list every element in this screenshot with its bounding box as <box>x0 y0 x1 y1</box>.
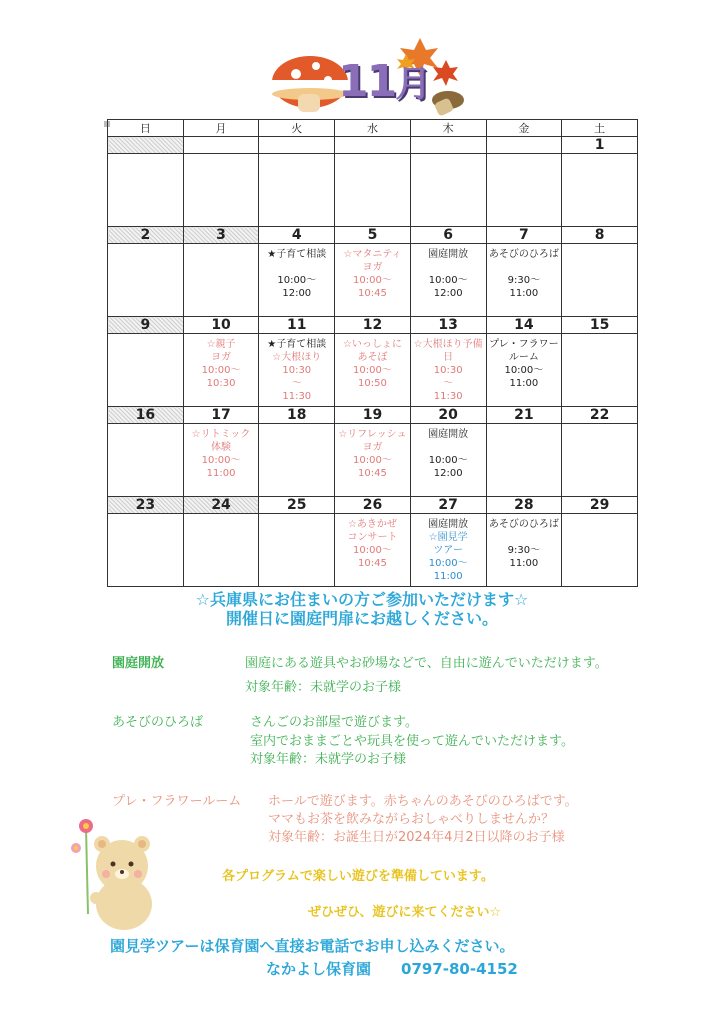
date-cell: 8 <box>562 227 638 244</box>
event-row <box>108 244 638 317</box>
teien-title: 園庭開放 <box>112 656 165 671</box>
event-cell <box>183 514 259 587</box>
event-line: 10:00～ <box>353 455 392 466</box>
date-cell <box>259 137 335 154</box>
event-line <box>411 441 486 454</box>
event-line: ヨガ <box>362 262 383 273</box>
event-text <box>335 248 410 300</box>
event-line: コンサート <box>347 532 398 543</box>
event-line: ☆大根ほり <box>272 352 322 363</box>
date-cell <box>183 137 259 154</box>
event-row <box>108 154 638 227</box>
event-line <box>259 261 334 274</box>
pre-desc-2: ママもお茶を飲みながらおしゃべりしませんか？ <box>268 812 555 827</box>
pre-age: 対象年齢：お誕生日が2024年4月2日以降のお子様 <box>268 830 565 845</box>
event-line: ルーム <box>508 352 539 363</box>
event-cell <box>410 334 486 407</box>
date-cell: 10 <box>183 317 259 334</box>
event-text <box>411 338 486 403</box>
event-line: 12:00 <box>433 288 463 299</box>
event-line: ヨガ <box>211 352 232 363</box>
event-text <box>411 428 486 480</box>
event-line: 10:00～ <box>428 558 468 569</box>
bear-icon <box>90 836 152 930</box>
date-row <box>108 227 638 244</box>
event-line: 12:00 <box>282 288 312 299</box>
event-line: ☆あきかぜ <box>347 519 397 530</box>
date-cell: 17 <box>183 407 259 424</box>
event-line: ☆大根ほり予備日 <box>413 339 483 363</box>
date-cell: 1 <box>562 137 638 154</box>
bear-with-flowers-illustration <box>66 814 166 934</box>
event-line: 11:30 <box>282 391 312 402</box>
event-cell <box>562 514 638 587</box>
date-row <box>108 137 638 154</box>
event-cell <box>335 424 411 497</box>
asobi-age: 対象年齢：未就学のお子様 <box>250 752 407 767</box>
event-line: プレ・フラワー <box>489 339 559 350</box>
event-cell <box>562 154 638 227</box>
date-cell: 2 <box>108 227 184 244</box>
event-line: ★子育て相談 <box>267 339 327 350</box>
asobi-desc-1: さんごのお部屋で遊びます。 <box>250 715 418 730</box>
event-cell <box>335 244 411 317</box>
asobi-desc-2: 室内でおままごとや玩具を使って遊んでいただけます。 <box>250 734 574 749</box>
event-line: 12:00 <box>433 468 463 479</box>
event-line: 10:30 <box>282 365 312 376</box>
date-row <box>108 497 638 514</box>
event-cell <box>183 334 259 407</box>
event-cell <box>259 244 335 317</box>
mushroom-icon <box>272 56 348 112</box>
event-line: ツアー <box>433 545 464 556</box>
event-cell <box>183 424 259 497</box>
weekday-header: 水 <box>335 120 411 137</box>
event-line: 体験 <box>211 442 232 453</box>
event-cell <box>486 334 562 407</box>
event-cell <box>259 154 335 227</box>
event-line: あそぼ <box>357 352 388 363</box>
event-text <box>184 338 259 390</box>
event-line: 10:50 <box>358 378 387 389</box>
event-line: ヨガ <box>362 442 383 453</box>
date-cell: 4 <box>259 227 335 244</box>
weekday-header-row <box>108 120 638 137</box>
event-line: ～ <box>291 378 302 389</box>
event-line: ☆リトミック <box>191 429 251 440</box>
event-line: 園庭開放 <box>428 519 469 530</box>
date-cell: 22 <box>562 407 638 424</box>
event-line: 10:00～ <box>353 365 392 376</box>
date-cell <box>410 137 486 154</box>
event-cell <box>410 424 486 497</box>
event-text <box>487 248 562 300</box>
pre-desc-1: ホールで遊びます。赤ちゃんのあそびのひろばです。 <box>268 794 578 809</box>
event-line: 10:00～ <box>428 275 468 286</box>
date-cell: 16 <box>108 407 184 424</box>
event-line: 園庭開放 <box>428 249 469 260</box>
event-line: 11:00 <box>206 468 236 479</box>
weekday-header: 火 <box>259 120 335 137</box>
event-line: ☆マタニティ <box>343 249 402 260</box>
date-cell: 11 <box>259 317 335 334</box>
event-cell <box>486 424 562 497</box>
event-cell <box>108 334 184 407</box>
event-text <box>184 428 259 480</box>
event-cell <box>183 244 259 317</box>
event-cell <box>410 514 486 587</box>
event-line: 11:00 <box>433 571 463 582</box>
event-line <box>487 261 562 274</box>
date-cell: 7 <box>486 227 562 244</box>
weekday-header: 日 <box>108 120 184 137</box>
event-cell <box>108 244 184 317</box>
event-text <box>259 338 334 403</box>
event-line: 11:00 <box>509 558 539 569</box>
event-line: 10:00～ <box>428 455 468 466</box>
event-row <box>108 514 638 587</box>
event-line: 園庭開放 <box>428 429 469 440</box>
event-cell <box>183 154 259 227</box>
banner-line-1: ☆兵庫県にお住まいの方ご参加いただけます☆ <box>195 590 529 609</box>
event-line: 10:30 <box>206 378 236 389</box>
asobi-title: あそびのひろば <box>112 715 204 730</box>
date-cell: 13 <box>410 317 486 334</box>
date-cell: 26 <box>335 497 411 514</box>
date-cell: 28 <box>486 497 562 514</box>
event-cell <box>259 514 335 587</box>
month-number: 11 <box>338 56 396 107</box>
event-cell <box>108 424 184 497</box>
month-kanji: 月 <box>395 64 430 105</box>
date-cell: 14 <box>486 317 562 334</box>
banner-line-2: 開催日に園庭門扉にお越しください。 <box>225 609 498 628</box>
event-cell <box>335 334 411 407</box>
date-cell: 21 <box>486 407 562 424</box>
date-cell: 3 <box>183 227 259 244</box>
closing-line-2: ぜひぜひ、遊びに来てください☆ <box>308 905 502 920</box>
event-cell <box>562 244 638 317</box>
event-line: 11:00 <box>509 288 539 299</box>
event-cell <box>486 514 562 587</box>
date-cell <box>108 137 184 154</box>
event-cell <box>335 514 411 587</box>
event-line: 9:30～ <box>507 545 541 556</box>
event-line: 10:00～ <box>201 455 241 466</box>
date-cell: 24 <box>183 497 259 514</box>
date-cell <box>335 137 411 154</box>
date-cell: 9 <box>108 317 184 334</box>
weekday-header: 金 <box>486 120 562 137</box>
event-line: 11:30 <box>433 391 463 402</box>
date-cell: 18 <box>259 407 335 424</box>
event-text <box>335 518 410 570</box>
event-text <box>487 338 562 390</box>
event-cell <box>259 334 335 407</box>
teien-desc: 園庭にある遊具やお砂場などで、自由に遊んでいただけます。 <box>245 656 608 671</box>
event-line: 10:30 <box>433 365 463 376</box>
event-text <box>259 248 334 300</box>
event-line: 10:45 <box>358 558 387 569</box>
event-cell <box>410 154 486 227</box>
event-row <box>108 424 638 497</box>
event-line: ★子育て相談 <box>267 249 327 260</box>
event-cell <box>486 244 562 317</box>
event-line: 10:45 <box>358 288 387 299</box>
date-row <box>108 317 638 334</box>
date-cell: 19 <box>335 407 411 424</box>
date-cell: 23 <box>108 497 184 514</box>
event-cell <box>562 424 638 497</box>
event-line: 10:45 <box>358 468 387 479</box>
date-cell <box>486 137 562 154</box>
event-line: ～ <box>443 378 454 389</box>
event-line: 10:00～ <box>353 545 392 556</box>
event-text <box>335 338 410 390</box>
event-line: 10:00～ <box>504 365 544 376</box>
event-line: ☆リフレッシュ <box>338 429 407 440</box>
footer-line-1: 園見学ツアーは保育園へ直接お電話でお申し込みください。 <box>110 937 515 955</box>
event-line: あそびのひろば <box>488 249 559 260</box>
event-cell <box>108 514 184 587</box>
event-cell <box>108 154 184 227</box>
footer-contact: なかよし保育園 0797-80-4152 <box>266 960 518 978</box>
closing-line-1: 各プログラムで楽しい遊びを準備しています。 <box>222 869 494 884</box>
date-cell: 5 <box>335 227 411 244</box>
date-cell: 12 <box>335 317 411 334</box>
date-cell: 20 <box>410 407 486 424</box>
date-row <box>108 407 638 424</box>
date-cell: 25 <box>259 497 335 514</box>
event-text <box>411 518 486 583</box>
pre-title: プレ・フラワールーム <box>112 794 242 809</box>
weekday-header: 土 <box>562 120 638 137</box>
weekday-header: 木 <box>410 120 486 137</box>
event-text <box>335 428 410 480</box>
weekday-header: 月 <box>183 120 259 137</box>
event-cell <box>335 154 411 227</box>
event-line: 10:00～ <box>201 365 241 376</box>
event-line: ☆いっしょに <box>342 339 402 350</box>
event-line <box>411 261 486 274</box>
small-mushroom-icon <box>432 91 464 117</box>
event-cell <box>562 334 638 407</box>
event-line: ☆親子 <box>206 339 236 350</box>
event-line: あそびのひろば <box>488 519 559 530</box>
event-text <box>411 248 486 300</box>
flower-icon <box>71 819 93 914</box>
event-line: ☆園見学 <box>428 532 468 543</box>
date-cell: 15 <box>562 317 638 334</box>
event-line <box>487 531 562 544</box>
date-cell: 27 <box>410 497 486 514</box>
event-text <box>487 518 562 570</box>
date-cell: 6 <box>410 227 486 244</box>
event-line: 10:00～ <box>353 275 392 286</box>
event-row <box>108 334 638 407</box>
event-line: 10:00～ <box>277 275 317 286</box>
event-cell <box>259 424 335 497</box>
month-title <box>338 56 429 107</box>
event-line: 11:00 <box>509 378 539 389</box>
event-cell <box>486 154 562 227</box>
teien-age: 対象年齢：未就学のお子様 <box>245 680 402 695</box>
date-cell: 29 <box>562 497 638 514</box>
event-cell <box>410 244 486 317</box>
calendar-grid <box>107 119 638 587</box>
event-line: 9:30～ <box>507 275 541 286</box>
